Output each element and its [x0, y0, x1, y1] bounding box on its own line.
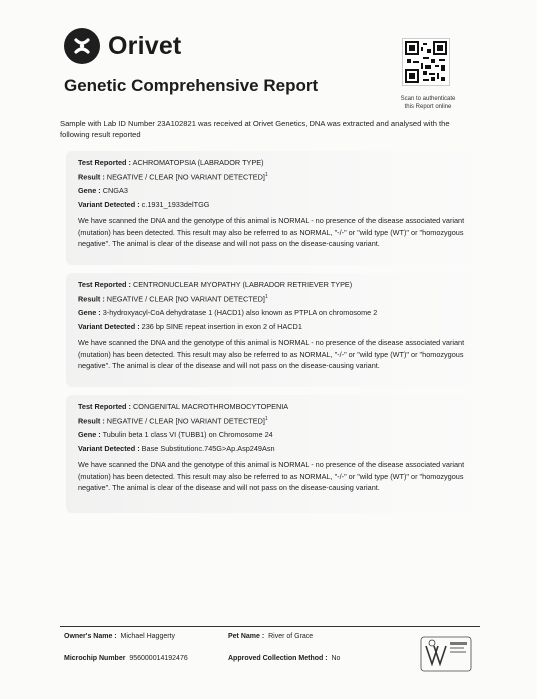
report-title: Genetic Comprehensive Report [64, 76, 319, 95]
result-explanation: We have scanned the DNA and the genotype of this animal is NORMAL - no presence of the disease associated variant (mutation) has been detected. This result may also be referred to as NORMAL, "-/-" or "wild type (WT)" or "homozygous negative". The animal is clear of the disease and will not pass on the disease-causing variant. [78, 460, 465, 493]
test-reported-line: Test Reported : ACHROMATOPSIA (LABRADOR TYPE) [78, 158, 264, 167]
test-result-block [66, 151, 484, 265]
test-result-block [66, 273, 484, 387]
gene-line: Gene : CNGA3 [78, 186, 128, 195]
approved-collection-method: Approved Collection Method : No [228, 655, 341, 662]
result-explanation: We have scanned the DNA and the genotype of this animal is NORMAL - no presence of the disease associated variant (mutation) has been detected. This result may also be referred to as NORMAL, "-/-" or "wild type (WT)" or "homozygous negative". The animal is clear of the disease and will not pass on the disease-causing variant. [78, 338, 465, 371]
intro-text: Sample with Lab ID Number 23A102821 was received at Orivet Genetics, DNA was extracted and analysed with the following result reported [60, 119, 450, 139]
brand-name: Orivet [108, 31, 182, 60]
result-line: Result : NEGATIVE / CLEAR [NO VARIANT DETECTED]$^1$ [78, 294, 268, 304]
orivet-logo-icon [64, 28, 100, 64]
test-result-block [66, 395, 484, 513]
variant-line: Variant Detected : c.1931_1933delTGG [78, 200, 210, 209]
gene-line: Gene : Tubulin beta 1 class VI (TUBB1) on Chromosome 24 [78, 430, 273, 439]
variant-line: Variant Detected : Base Substitutionc.745G>Ap.Asp249Asn [78, 444, 275, 453]
test-reported-line: Test Reported : CONGENITAL MACROTHROMBOCYTOPENIA [78, 402, 289, 411]
qr-code-icon[interactable] [402, 38, 450, 86]
brand-logo [64, 28, 181, 64]
result-explanation: We have scanned the DNA and the genotype of this animal is NORMAL - no presence of the disease associated variant (mutation) has been detected. This result may also be referred to as NORMAL, "-/-" or "wild type (WT)" or "homozygous negative". The animal is clear of the disease and will not pass on the disease-causing variant. [78, 216, 465, 249]
result-line: Result : NEGATIVE / CLEAR [NO VARIANT DETECTED]$^1$ [78, 416, 268, 426]
qr-caption: Scan to authenticate this Report online [400, 96, 456, 110]
test-reported-line: Test Reported : CENTRONUCLEAR MYOPATHY (LABRADOR RETRIEVER TYPE) [78, 280, 353, 289]
gene-line: Gene : 3-hydroxyacyl-CoA dehydratase 1 (HACD1) also known as PTPLA on chromosome 2 [78, 308, 378, 317]
variant-line: Variant Detected : 236 bp SINE repeat insertion in exon 2 of HACD1 [78, 322, 302, 331]
certification-badge-icon [420, 636, 472, 672]
microchip-number: Microchip Number 956000014192476 [64, 655, 188, 662]
pet-name: Pet Name : River of Grace [228, 633, 314, 640]
result-line: Result : NEGATIVE / CLEAR [NO VARIANT DETECTED]$^1$ [78, 172, 268, 182]
owner-name: Owner's Name : Michael Haggerty [64, 633, 175, 640]
footer-divider [60, 626, 480, 627]
